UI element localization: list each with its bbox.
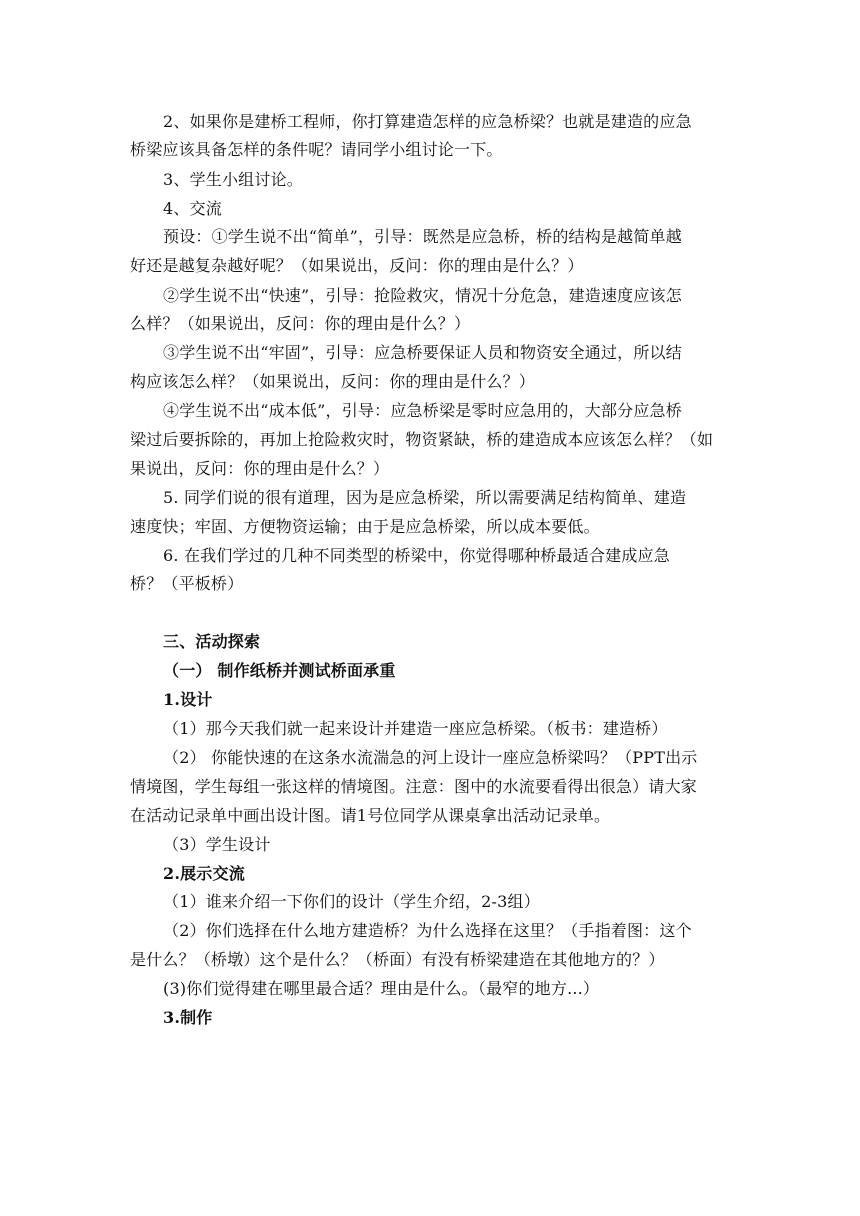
design-item-2-line-3: 在活动记录单中画出设计图。请1号位同学从课桌拿出活动记录单。 bbox=[130, 806, 611, 825]
share-item-3: (3)你们觉得建在哪里最合适？理由是什么。（最窄的地方...） bbox=[163, 979, 600, 998]
para-2-line-1: 2、如果你是建桥工程师，你打算建造怎样的应急桥梁？也就是建造的应急 bbox=[163, 112, 692, 131]
design-item-2-line-2: 情境图，学生每组一张这样的情境图。注意：图中的水流要看得出很急）请大家 bbox=[130, 777, 698, 796]
section-heading: 三、活动探索 bbox=[163, 632, 261, 651]
preset-cost-line-1: ④学生说不出“成本低”，引导：应急桥梁是零时应急用的，大部分应急桥 bbox=[163, 401, 682, 420]
preset-strong-line-1: ③学生说不出“牢固”，引导：应急桥要保证人员和物资安全通过，所以结 bbox=[163, 343, 682, 362]
preset-fast-line-2: 么样？（如果说出，反问：你的理由是什么？） bbox=[130, 314, 471, 333]
para-6-line-1: 6. 在我们学过的几种不同类型的桥梁中，你觉得哪种桥最适合建成应急 bbox=[163, 546, 670, 565]
step-share-heading: 2.展示交流 bbox=[163, 864, 245, 883]
step-make-heading: 3.制作 bbox=[163, 1008, 213, 1027]
design-item-3: （3）学生设计 bbox=[163, 835, 271, 854]
share-item-2-line-2: 是什么？（桥墩）这个是什么？（桥面）有没有桥梁建造在其他地方的？） bbox=[130, 950, 665, 969]
para-4: 4、交流 bbox=[163, 199, 222, 218]
preset-cost-line-3: 果说出，反问：你的理由是什么？） bbox=[130, 459, 390, 478]
para-3: 3、学生小组讨论。 bbox=[163, 170, 303, 189]
design-item-1: （1）那今天我们就一起来设计并建造一座应急桥梁。（板书：建造桥） bbox=[163, 719, 668, 738]
preset-fast-line-1: ②学生说不出“快速”，引导：抢险救灾，情况十分危急，建造速度应该怎 bbox=[163, 286, 682, 305]
share-item-2-line-1: （2）你们选择在什么地方建造桥？为什么选择在这里？（手指着图：这个 bbox=[163, 921, 692, 940]
step-design-heading: 1.设计 bbox=[163, 690, 213, 709]
share-item-1: （1）谁来介绍一下你们的设计（学生介绍，2-3组） bbox=[163, 892, 540, 911]
preset-simple-line-2: 好还是越复杂越好呢？（如果说出，反问：你的理由是什么？） bbox=[130, 256, 584, 275]
subsection-heading: （一） 制作纸桥并测试桥面承重 bbox=[163, 661, 396, 680]
preset-strong-line-2: 构应该怎么样？（如果说出，反问：你的理由是什么？） bbox=[130, 372, 536, 391]
para-5-line-2: 速度快；牢固、方便物资运输；由于是应急桥梁，所以成本要低。 bbox=[130, 517, 600, 536]
para-5-line-1: 5. 同学们说的很有道理，因为是应急桥梁，所以需要满足结构简单、建造 bbox=[163, 488, 687, 507]
preset-cost-line-2: 梁过后要拆除的，再加上抢险救灾时，物资紧缺，桥的建造成本应该怎么样？（如 bbox=[130, 430, 714, 449]
para-6-line-2: 桥？（平板桥） bbox=[130, 574, 244, 593]
design-item-2-line-1: （2） 你能快速的在这条水流湍急的河上设计一座应急桥梁吗？（PPT出示 bbox=[163, 748, 698, 767]
preset-simple-line-1: 预设：①学生说不出“简单”，引导：既然是应急桥，桥的结构是越简单越 bbox=[163, 227, 682, 246]
para-2-line-2: 桥梁应该具备怎样的条件呢？请同学小组讨论一下。 bbox=[130, 140, 503, 159]
